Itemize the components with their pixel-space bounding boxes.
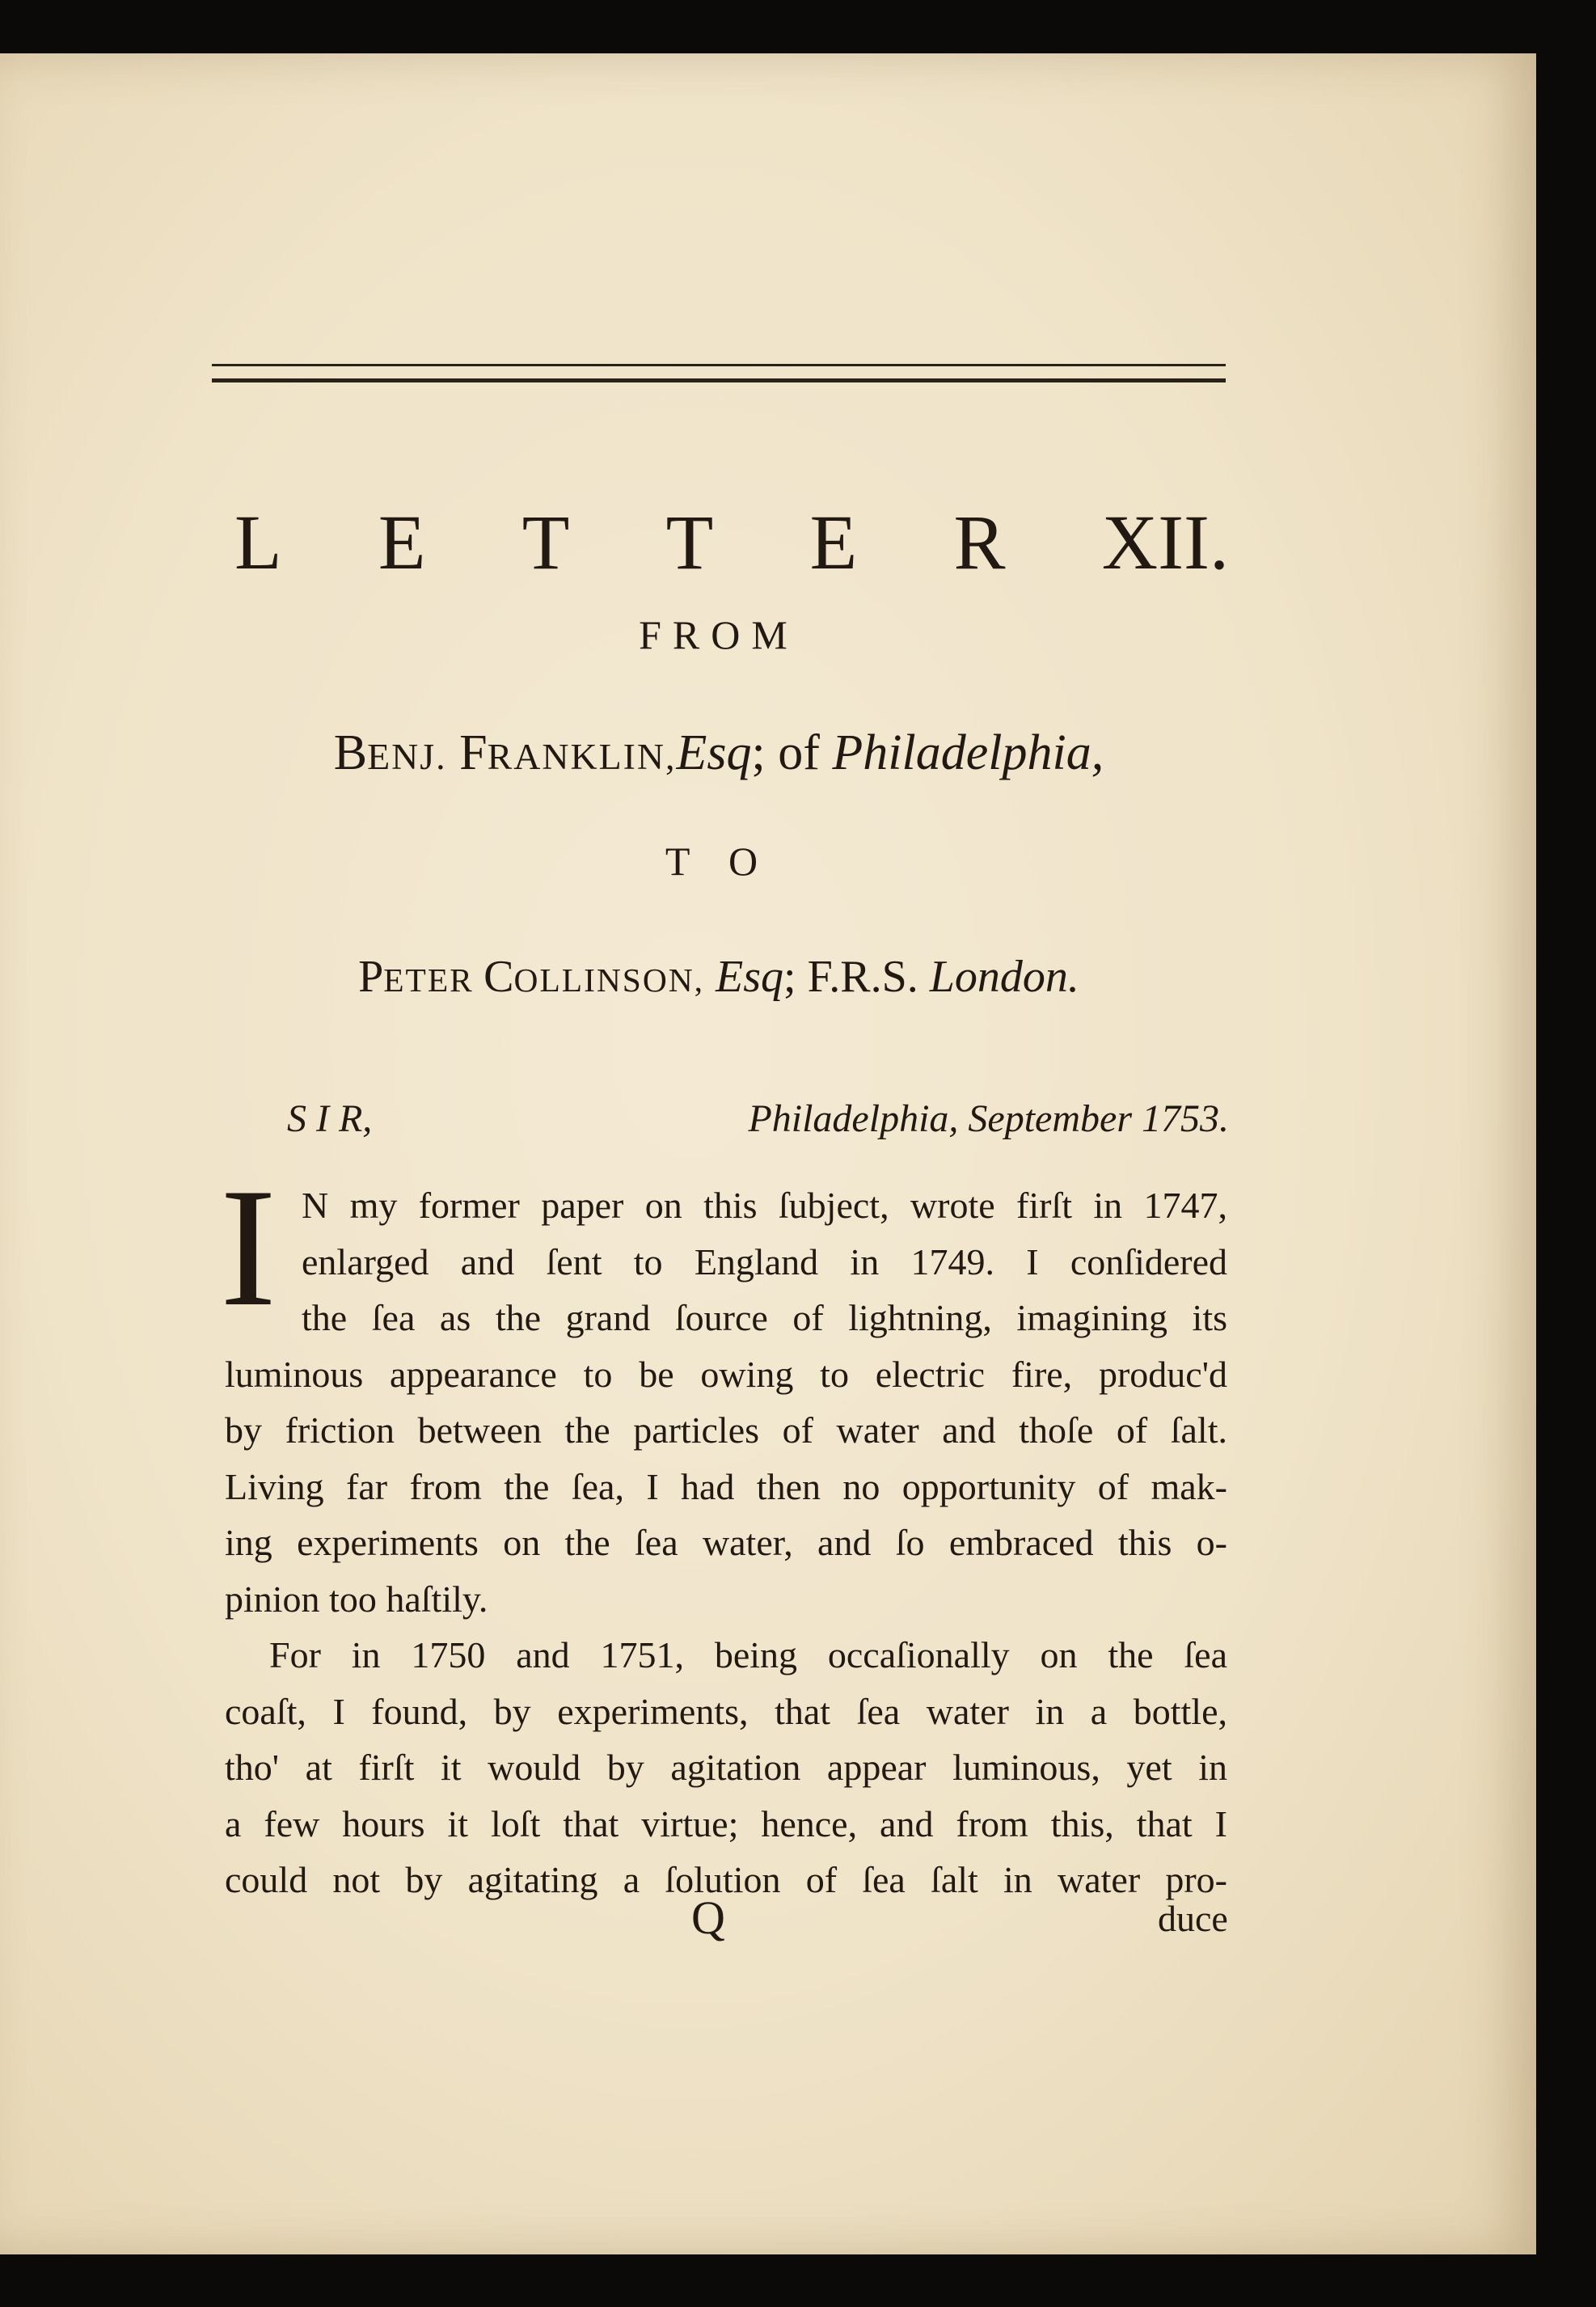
sender-of: of bbox=[765, 725, 833, 780]
recipient-city: London. bbox=[929, 952, 1079, 1002]
heading-letter: T bbox=[665, 499, 714, 585]
body-text bbox=[225, 1177, 1227, 1908]
recipient-last-name: OLLINSON, bbox=[513, 961, 705, 999]
dateline: Philadelphia, September 1753. bbox=[748, 1097, 1229, 1140]
text-line: N my former paper on this ſubject, wrote firſt in 1747, bbox=[302, 1185, 1227, 1226]
text-line: ing experiments on the ſea water, and ſo embraced this o- bbox=[225, 1522, 1227, 1563]
salutation: S I R, bbox=[287, 1097, 373, 1140]
salutation-row bbox=[287, 1096, 1229, 1141]
sender-title-punct: ; bbox=[751, 725, 766, 780]
recipient-line bbox=[212, 951, 1226, 1003]
sender-line bbox=[212, 725, 1226, 782]
text-line: a few hours it loſt that virtue; hence, and from this, that I bbox=[225, 1802, 1227, 1844]
header-rule-thick bbox=[212, 378, 1226, 382]
heading-letter: T bbox=[521, 499, 570, 585]
sender-initial: B bbox=[333, 725, 368, 780]
from-label: FROM bbox=[639, 612, 799, 657]
catchword: duce bbox=[1158, 1898, 1228, 1939]
text-line: could not by agitating a ſolution of ſea ſalt in water pro- bbox=[225, 1859, 1227, 1900]
recipient-initial: P bbox=[358, 952, 384, 1002]
heading-letter: L bbox=[234, 499, 282, 585]
text-line: coaſt, I found, by experiments, that ſea water in a bottle, bbox=[225, 1690, 1227, 1732]
sender-last-name: RANKLIN, bbox=[487, 736, 677, 777]
text-line: by friction between the particles of water and thoſe of ſalt. bbox=[225, 1409, 1227, 1451]
text-line: luminous appearance to be owing to electric fire, produc'd bbox=[225, 1353, 1227, 1395]
to-label: T O bbox=[665, 839, 773, 884]
recipient-title-punct: ; bbox=[783, 952, 796, 1002]
heading-letter: E bbox=[378, 499, 426, 585]
text-line: tho' at firſt it would by agitation appear luminous, yet in bbox=[225, 1747, 1227, 1788]
recipient-title: Esq bbox=[716, 952, 784, 1002]
text-line: the ſea as the grand ſource of lightning, imagining its bbox=[302, 1297, 1227, 1338]
recipient-first-name: ETER bbox=[383, 961, 484, 999]
sender-title: Esq bbox=[676, 725, 752, 780]
text-line: For in 1750 and 1751, being occaſionally on the ſea bbox=[269, 1634, 1227, 1675]
heading-numeral: XII. bbox=[1101, 499, 1229, 585]
sender-first-name: ENJ. bbox=[367, 736, 447, 777]
sender-initial: F bbox=[459, 725, 488, 780]
signature-mark: Q bbox=[691, 1891, 725, 1944]
sender-city: Philadelphia, bbox=[832, 725, 1104, 780]
recipient-frs: F.R.S. bbox=[796, 952, 930, 1002]
recipient-initial: C bbox=[483, 952, 514, 1002]
text-line: pinion too haſtily. bbox=[225, 1578, 488, 1620]
heading-letter: E bbox=[809, 499, 858, 585]
header-rule-thin bbox=[212, 364, 1226, 366]
text-line: enlarged and ſent to England in 1749. I conſidered bbox=[302, 1240, 1227, 1282]
heading-letter: R bbox=[953, 499, 1006, 585]
letter-heading bbox=[234, 494, 1229, 591]
drop-cap: I bbox=[220, 1154, 277, 1342]
book-page bbox=[0, 53, 1536, 2254]
text-line: Living far from the ſea, I had then no opportunity of mak- bbox=[225, 1465, 1227, 1507]
